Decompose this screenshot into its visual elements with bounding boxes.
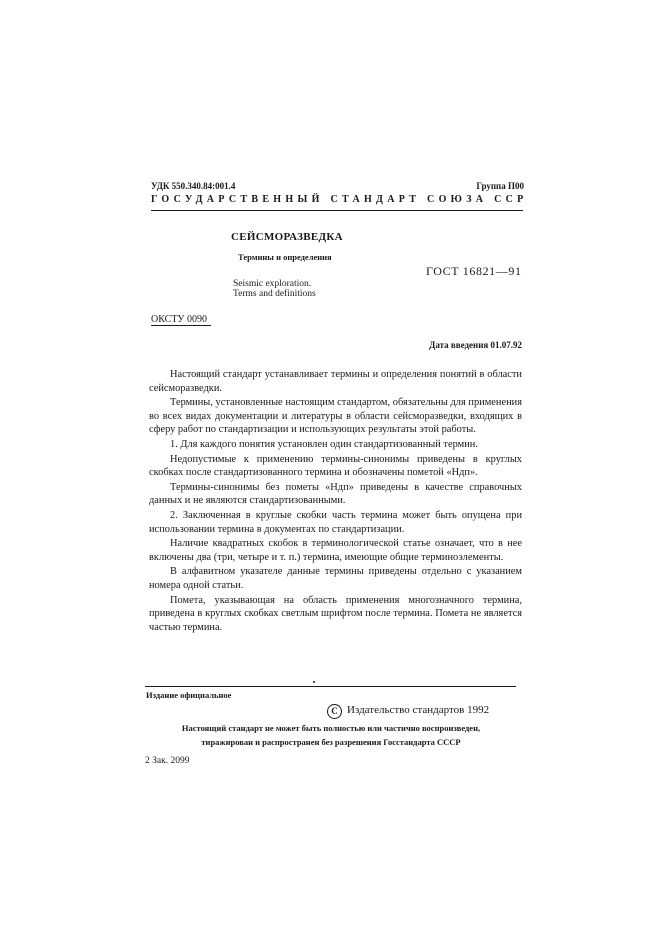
paragraph: Настоящий стандарт устанавливает термины и определения понятий в области сейсморазведки. (149, 369, 522, 394)
body-text (149, 368, 522, 635)
reproduction-notice (150, 721, 512, 749)
notice-line-2: тиражирован и распространен без разрешения Госстандарта СССР (201, 737, 461, 747)
english-title-line-2: Terms and definitions (233, 289, 316, 299)
paragraph: Наличие квадратных скобок в терминологической статье означает, что в нее включены два (три, четыре и т. п.) термина, имеющие общие терминоэлементы. (149, 538, 522, 563)
udk-code: УДК 550.340.84:001.4 (151, 181, 236, 191)
english-title-line-1: Seismic exploration. (233, 279, 312, 289)
order-number: 2 Зак. 2099 (145, 756, 190, 766)
official-edition-label: Издание официальное (146, 690, 232, 700)
paragraph: Термины-синонимы без пометы «Ндп» приведены в качестве справочных данных и не являются стандартизованными. (149, 481, 522, 507)
paragraph: Помета, указывающая на область применения многозначного термина, приведена в круглых скобках светлым шрифтом после термина. Помета не является частью термина. (149, 594, 522, 633)
notice-line-1: Настоящий стандарт не может быть полностью или частично воспроизведен, (181, 723, 481, 733)
paragraph: 1. Для каждого понятия установлен один стандартизованный термин. (170, 438, 478, 450)
copyright-line (327, 704, 489, 719)
document-title: СЕЙСМОРАЗВЕДКА (231, 231, 343, 243)
group-code: Группа П00 (476, 181, 524, 191)
oksty-underline (151, 325, 211, 326)
paragraph: Недопустимые к применению термины-синонимы приведены в круглых скобках после стандартизованного термина и обозначены пометой «Ндп». (149, 453, 522, 479)
oksty-code: ОКСТУ 0090 (151, 314, 208, 325)
introduction-date: Дата введения 01.07.92 (429, 340, 522, 350)
footer-divider (145, 686, 516, 687)
paragraph: В алфавитном указателе данные термины приведены отдельно с указанием номера одной статьи. (149, 566, 522, 591)
english-title (233, 279, 316, 299)
gost-number: ГОСТ 16821—91 (426, 264, 522, 278)
copyright-icon: C (327, 704, 342, 719)
copyright-text: Издательство стандартов 1992 (347, 704, 490, 716)
paragraph: 2. Заключенная в круглые скобки часть термина может быть опущена при использовании термина в документах по стандартизации. (149, 509, 522, 535)
state-standard-heading: ГОСУДАРСТВЕННЫЙ СТАНДАРТ СОЮЗА ССР (151, 194, 528, 205)
header-divider (151, 210, 523, 211)
mark-dot (313, 681, 315, 683)
paragraph: Термины, установленные настоящим стандартом, обязательны для применения во всех видах документации и литературы в области сейсморазведки, входящих в сферу работ по стандартизации и использующих результаты этой работы. (149, 397, 522, 436)
document-subtitle: Термины и определения (238, 252, 332, 262)
